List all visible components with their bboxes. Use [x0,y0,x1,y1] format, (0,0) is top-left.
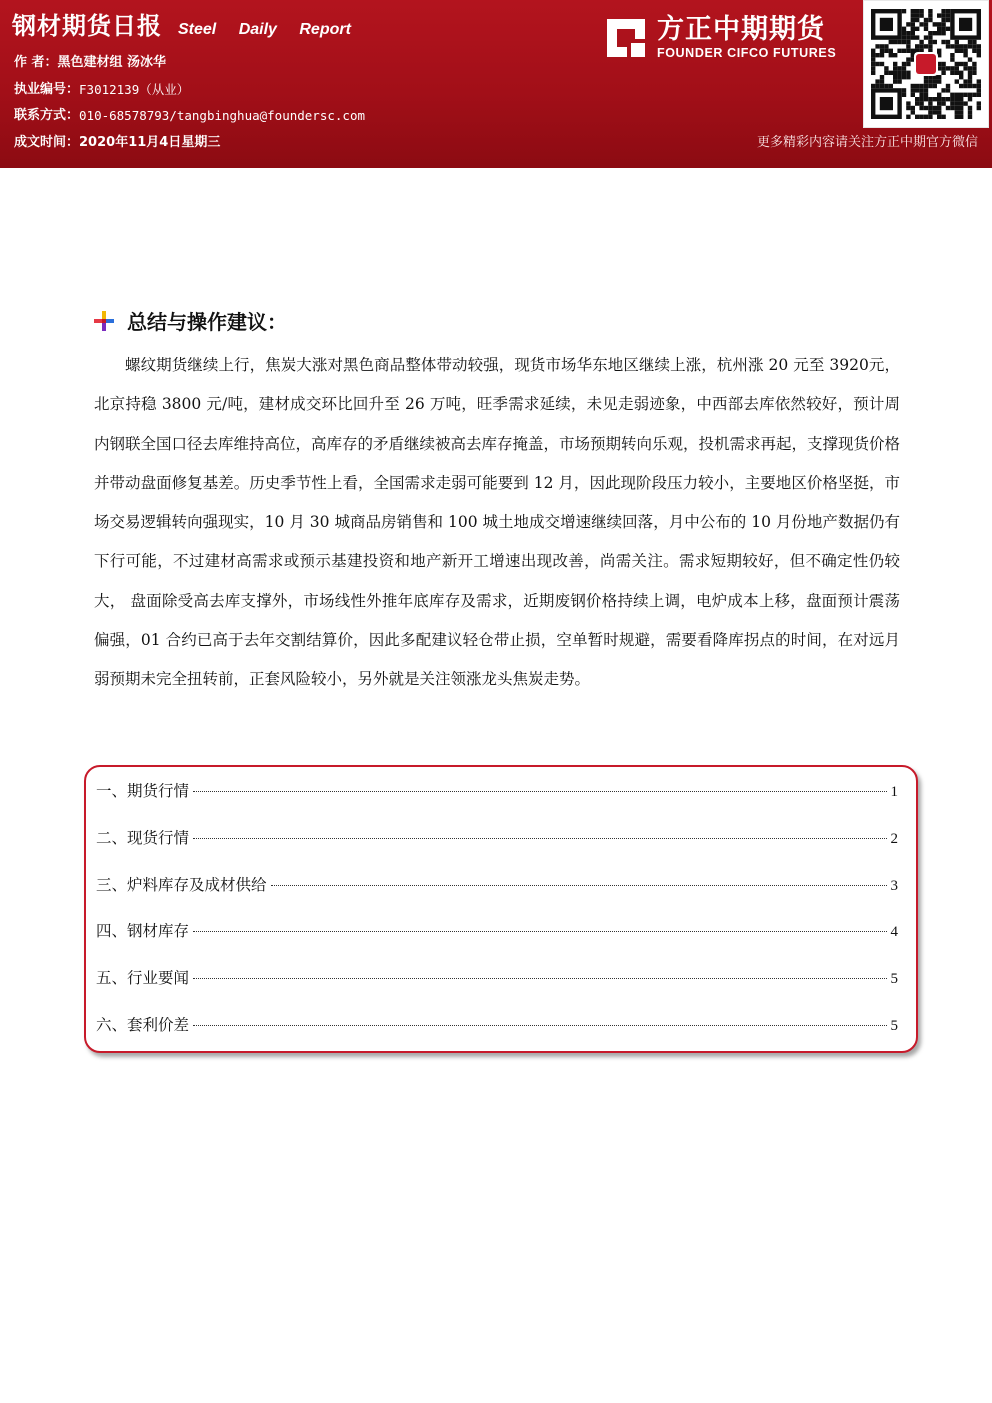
toc-item[interactable] [96,779,898,826]
meta-label: 作 者： [14,55,58,70]
toc-item-page: 3 [890,877,898,894]
meta-label: 成文时间： [14,134,80,150]
colored-cross-bullet-icon [93,310,115,332]
toc-dot-leader [193,791,886,792]
author-meta [14,50,365,156]
meta-row [14,77,365,104]
logo-name-cn: 方正中期期货 [657,14,825,45]
report-title-en: Steel Daily Report [178,21,351,38]
report-header [0,0,992,168]
summary-body: 螺纹期货继续上行，焦炭大涨对黑色商品整体带动较强，现货市场华东地区继续上涨，杭州涨 20 元至 3920元，北京持稳 3800 元/吨，建材成交环比回升至 26 万吨，旺季需求延续，未见走弱迹象，中西部去库依然较好，预计周内钢联全国口径去库维持高位，高库存的矛盾继续被高去库存掩盖，市场预期转向乐观，投机需求再起，支撑现货价格并带动盘面修复基差。历史季节性上看，全国需求走弱可能要到 12 月，因此现阶段压力较小，主要地区价格坚挺，市场交易逻辑转向强现实，10 月 30 城商品房销售和 100 城土地成交增速继续回落，月中公布的 10 月份地产数据仍有下行可能，不过建材高需求或预示基建投资和地产新开工增速出现改善，尚需关注。需求短期较好，但不确定性仍较大， 盘面除受高去库支撑外，市场线性外推年底库存及需求，近期废钢价格持续上调，电炉成本上移，盘面预计震荡偏强，01 合约已高于去年交割结算价，因此多配建议轻仓带止损，空单暂时规避，需要看降库拐点的时间，在对远月弱预期未完全扭转前，正套风险较小，另外就是关注领涨龙头焦炭走势。 [94,356,901,689]
report-title-cn: 钢材期货日报 [12,12,162,40]
toc-item[interactable] [96,966,898,1013]
wechat-qr-code[interactable] [863,0,989,128]
toc-item-page: 5 [890,971,898,988]
toc-dot-leader [193,838,886,839]
toc-item-page: 5 [890,1017,898,1034]
subscribe-note: 更多精彩内容请关注方正中期官方微信 [756,135,978,150]
toc-item-label: 一、期货行情 [96,782,190,800]
toc-dot-leader [193,1025,886,1026]
meta-label: 联系方式： [14,108,80,123]
toc-item-label: 六、套利价差 [96,1015,190,1034]
toc-item-label: 三、炉料库存及成材供给 [96,875,267,894]
summary-title: 总结与操作建议： [127,310,287,334]
toc-item[interactable] [96,826,898,873]
toc-item[interactable] [96,1013,898,1060]
toc-item-page: 4 [890,924,898,941]
meta-label: 执业编号： [14,81,80,97]
meta-value: 2020年11月4日星期三 [79,134,221,150]
meta-row [14,103,365,130]
report-title [12,6,351,41]
meta-value: F3012139（从业） [79,81,190,97]
toc-list [86,767,916,1060]
company-logo[interactable] [603,12,853,64]
summary-heading [93,306,287,335]
meta-row [14,130,365,157]
toc-item-label: 五、行业要闻 [96,969,190,988]
toc-item-label: 四、钢材库存 [96,922,190,941]
qr-code-icon [864,1,988,127]
toc-item[interactable] [96,873,898,920]
toc-dot-leader [271,885,887,886]
toc-item-page: 2 [890,830,898,847]
logo-name-en: FOUNDER CIFCO FUTURES [657,46,837,60]
toc-item-page: 1 [890,784,898,800]
founder-logo-icon [603,15,649,61]
toc-dot-leader [193,931,886,932]
toc-item-label: 二、现货行情 [96,828,190,847]
meta-value[interactable]: 010-68578793/tangbinghua@foundersc.com [79,108,365,123]
meta-value: 黑色建材组 汤冰华 [57,55,167,70]
toc-item[interactable] [96,919,898,966]
meta-row [14,50,365,77]
table-of-contents [84,765,918,1053]
toc-dot-leader [193,978,886,979]
